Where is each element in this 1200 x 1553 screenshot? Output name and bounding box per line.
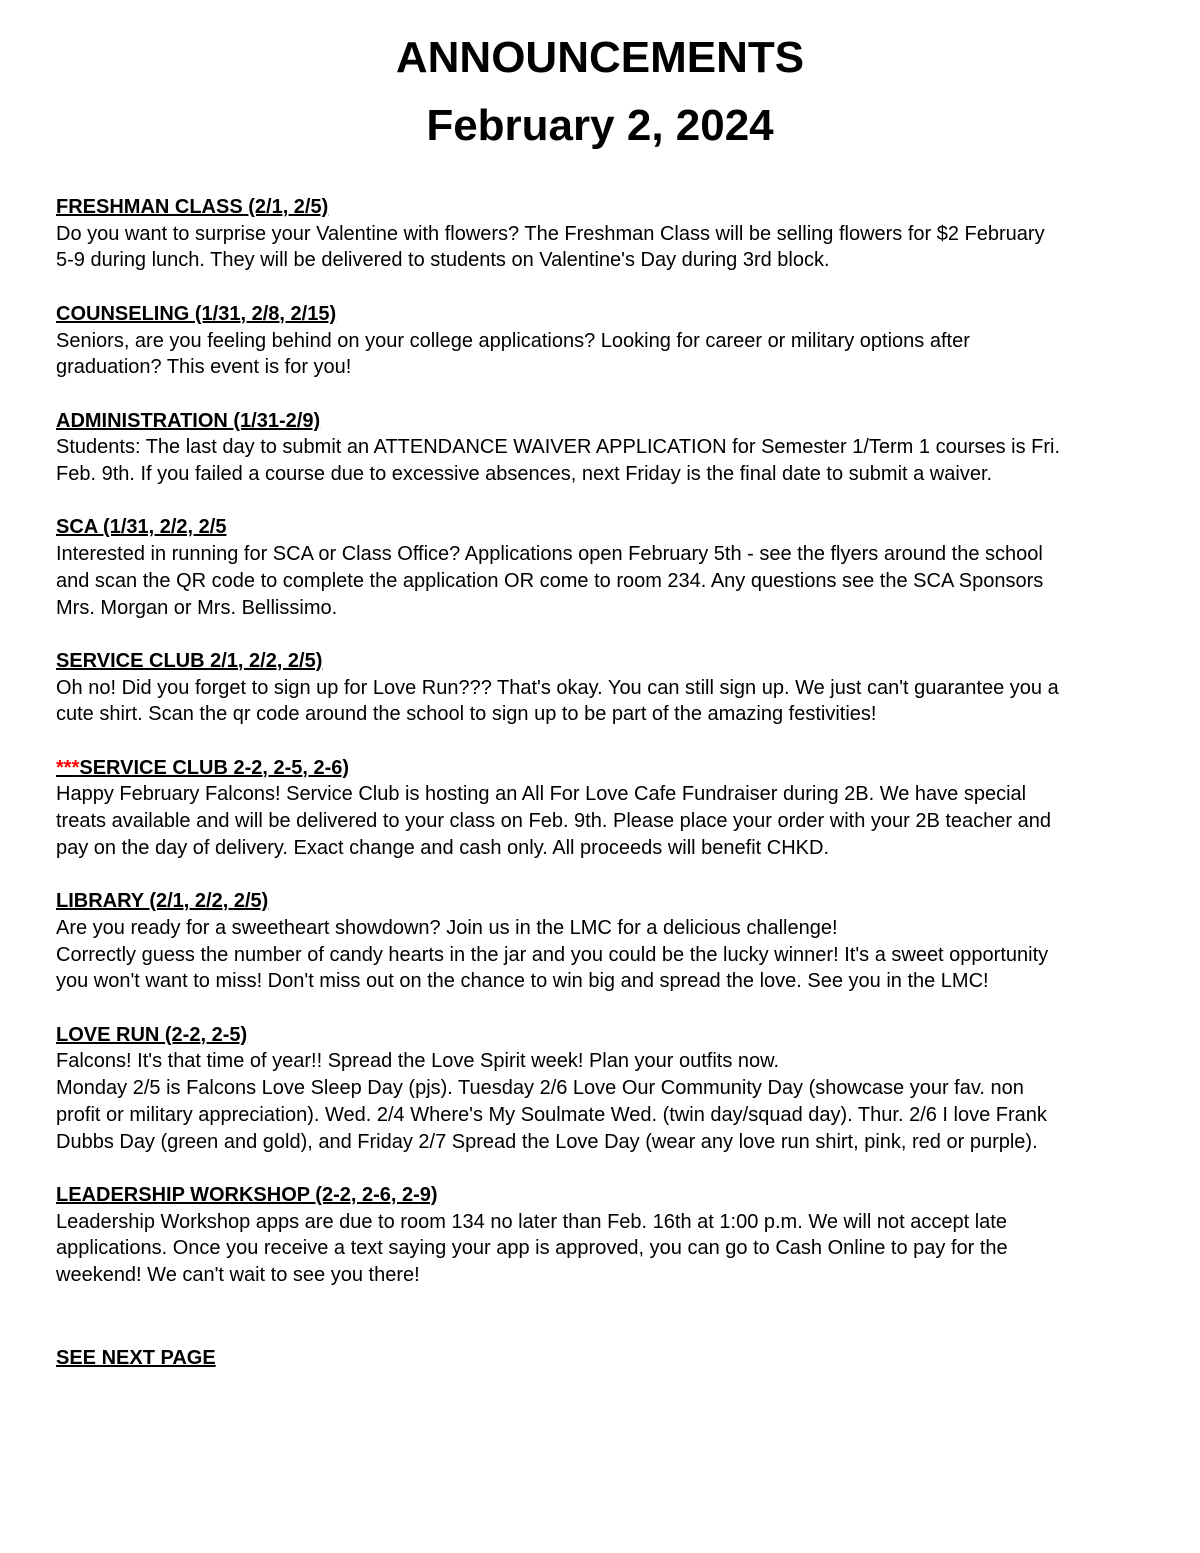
section-heading: SERVICE CLUB 2/1, 2/2, 2/5) bbox=[56, 649, 323, 672]
page-title: ANNOUNCEMENTS bbox=[395, 33, 805, 82]
priority-marker: *** bbox=[56, 756, 80, 779]
announcement-list bbox=[56, 194, 1156, 1315]
section-body: Interested in running for SCA or Class Office? Applications open February 5th - see the flyers around the school and scan the QR code to complete the application OR come to room 234. Any questions see the SCA Sponsors Mrs. Morgan or Mrs. Bellissimo. bbox=[56, 543, 1044, 619]
section-freshman-class bbox=[56, 194, 1156, 274]
section-heading: LOVE RUN (2-2, 2-5) bbox=[56, 1023, 248, 1046]
section-heading: COUNSELING (1/31, 2/8, 2/15) bbox=[56, 302, 337, 325]
section-body: Seniors, are you feeling behind on your college applications? Looking for career or military options after graduation? This event is for you! bbox=[56, 329, 970, 379]
section-counseling bbox=[56, 301, 1156, 381]
section-leadership-workshop bbox=[56, 1182, 1156, 1289]
section-heading: SCA (1/31, 2/2, 2/5 bbox=[56, 516, 227, 539]
page-date: February 2, 2024 bbox=[426, 101, 774, 150]
section-body: Do you want to surprise your Valentine with flowers? The Freshman Class will be selling flowers for $2 February 5-9 during lunch. They will be delivered to students on Valentine's Day during 3rd block. bbox=[56, 222, 1045, 272]
see-next-page-link[interactable]: SEE NEXT PAGE bbox=[56, 1347, 216, 1369]
section-body: Leadership Workshop apps are due to room 134 no later than Feb. 16th at 1:00 p.m. We will not accept late applications. Once you receive a text saying your app is approved, you can go to Cash Online to pay for the weekend! We can't wait to see you there! bbox=[56, 1210, 1008, 1286]
section-heading: FRESHMAN CLASS (2/1, 2/5) bbox=[56, 196, 329, 218]
section-library bbox=[56, 888, 1156, 995]
section-love-run bbox=[56, 1022, 1156, 1156]
section-service-club-cafe bbox=[56, 755, 1156, 862]
section-heading: LEADERSHIP WORKSHOP (2-2, 2-6, 2-9) bbox=[56, 1183, 438, 1206]
section-heading: ***SERVICE CLUB 2-2, 2-5, 2-6) bbox=[56, 756, 350, 779]
section-body: Falcons! It's that time of year!! Spread the Love Spirit week! Plan your outfits now. Monday 2/5 is Falcons Love Sleep Day (pjs). Tuesday 2/6 Love Our Community Day (showcase your fav. non profit or military appreciation). Wed. 2/4 Where's My Soulmate Wed. (twin day/squad day). Thur. 2/6 I love Frank Dubbs Day (green and gold), and Friday 2/7 Spread the Love Day (wear any love run shirt, pink, red or purple). bbox=[56, 1050, 1047, 1153]
section-body: Happy February Falcons! Service Club is hosting an All For Love Cafe Fundraiser during 2B. We have special treats available and will be delivered to your class on Feb. 9th. Please place your order with your 2B teacher and pay on the day of delivery. Exact change and cash only. All proceeds will benefit CHKD. bbox=[56, 783, 1051, 859]
section-body: Oh no! Did you forget to sign up for Love Run??? That's okay. You can still sign up. We just can't guarantee you a cute shirt. Scan the qr code around the school to sign up to be part of the amazing festivities! bbox=[56, 676, 1059, 726]
section-body: Students: The last day to submit an ATTENDANCE WAIVER APPLICATION for Semester 1/Term 1 courses is Fri. Feb. 9th. If you failed a course due to excessive absences, next Friday is the final date to submit a waiver. bbox=[56, 436, 1061, 485]
section-heading: LIBRARY (2/1, 2/2, 2/5) bbox=[56, 890, 269, 913]
section-heading: ADMINISTRATION (1/31-2/9) bbox=[56, 409, 321, 432]
section-sca bbox=[56, 514, 1156, 621]
section-body: Are you ready for a sweetheart showdown? Join us in the LMC for a delicious challenge! Correctly guess the number of candy hearts in the jar and you could be the lucky winner! It's a sweet opportunity you won't want to miss! Don't miss out on the chance to win big and spread the love. See you in the LMC! bbox=[56, 916, 1049, 993]
section-administration bbox=[56, 408, 1156, 488]
section-service-club bbox=[56, 648, 1156, 728]
